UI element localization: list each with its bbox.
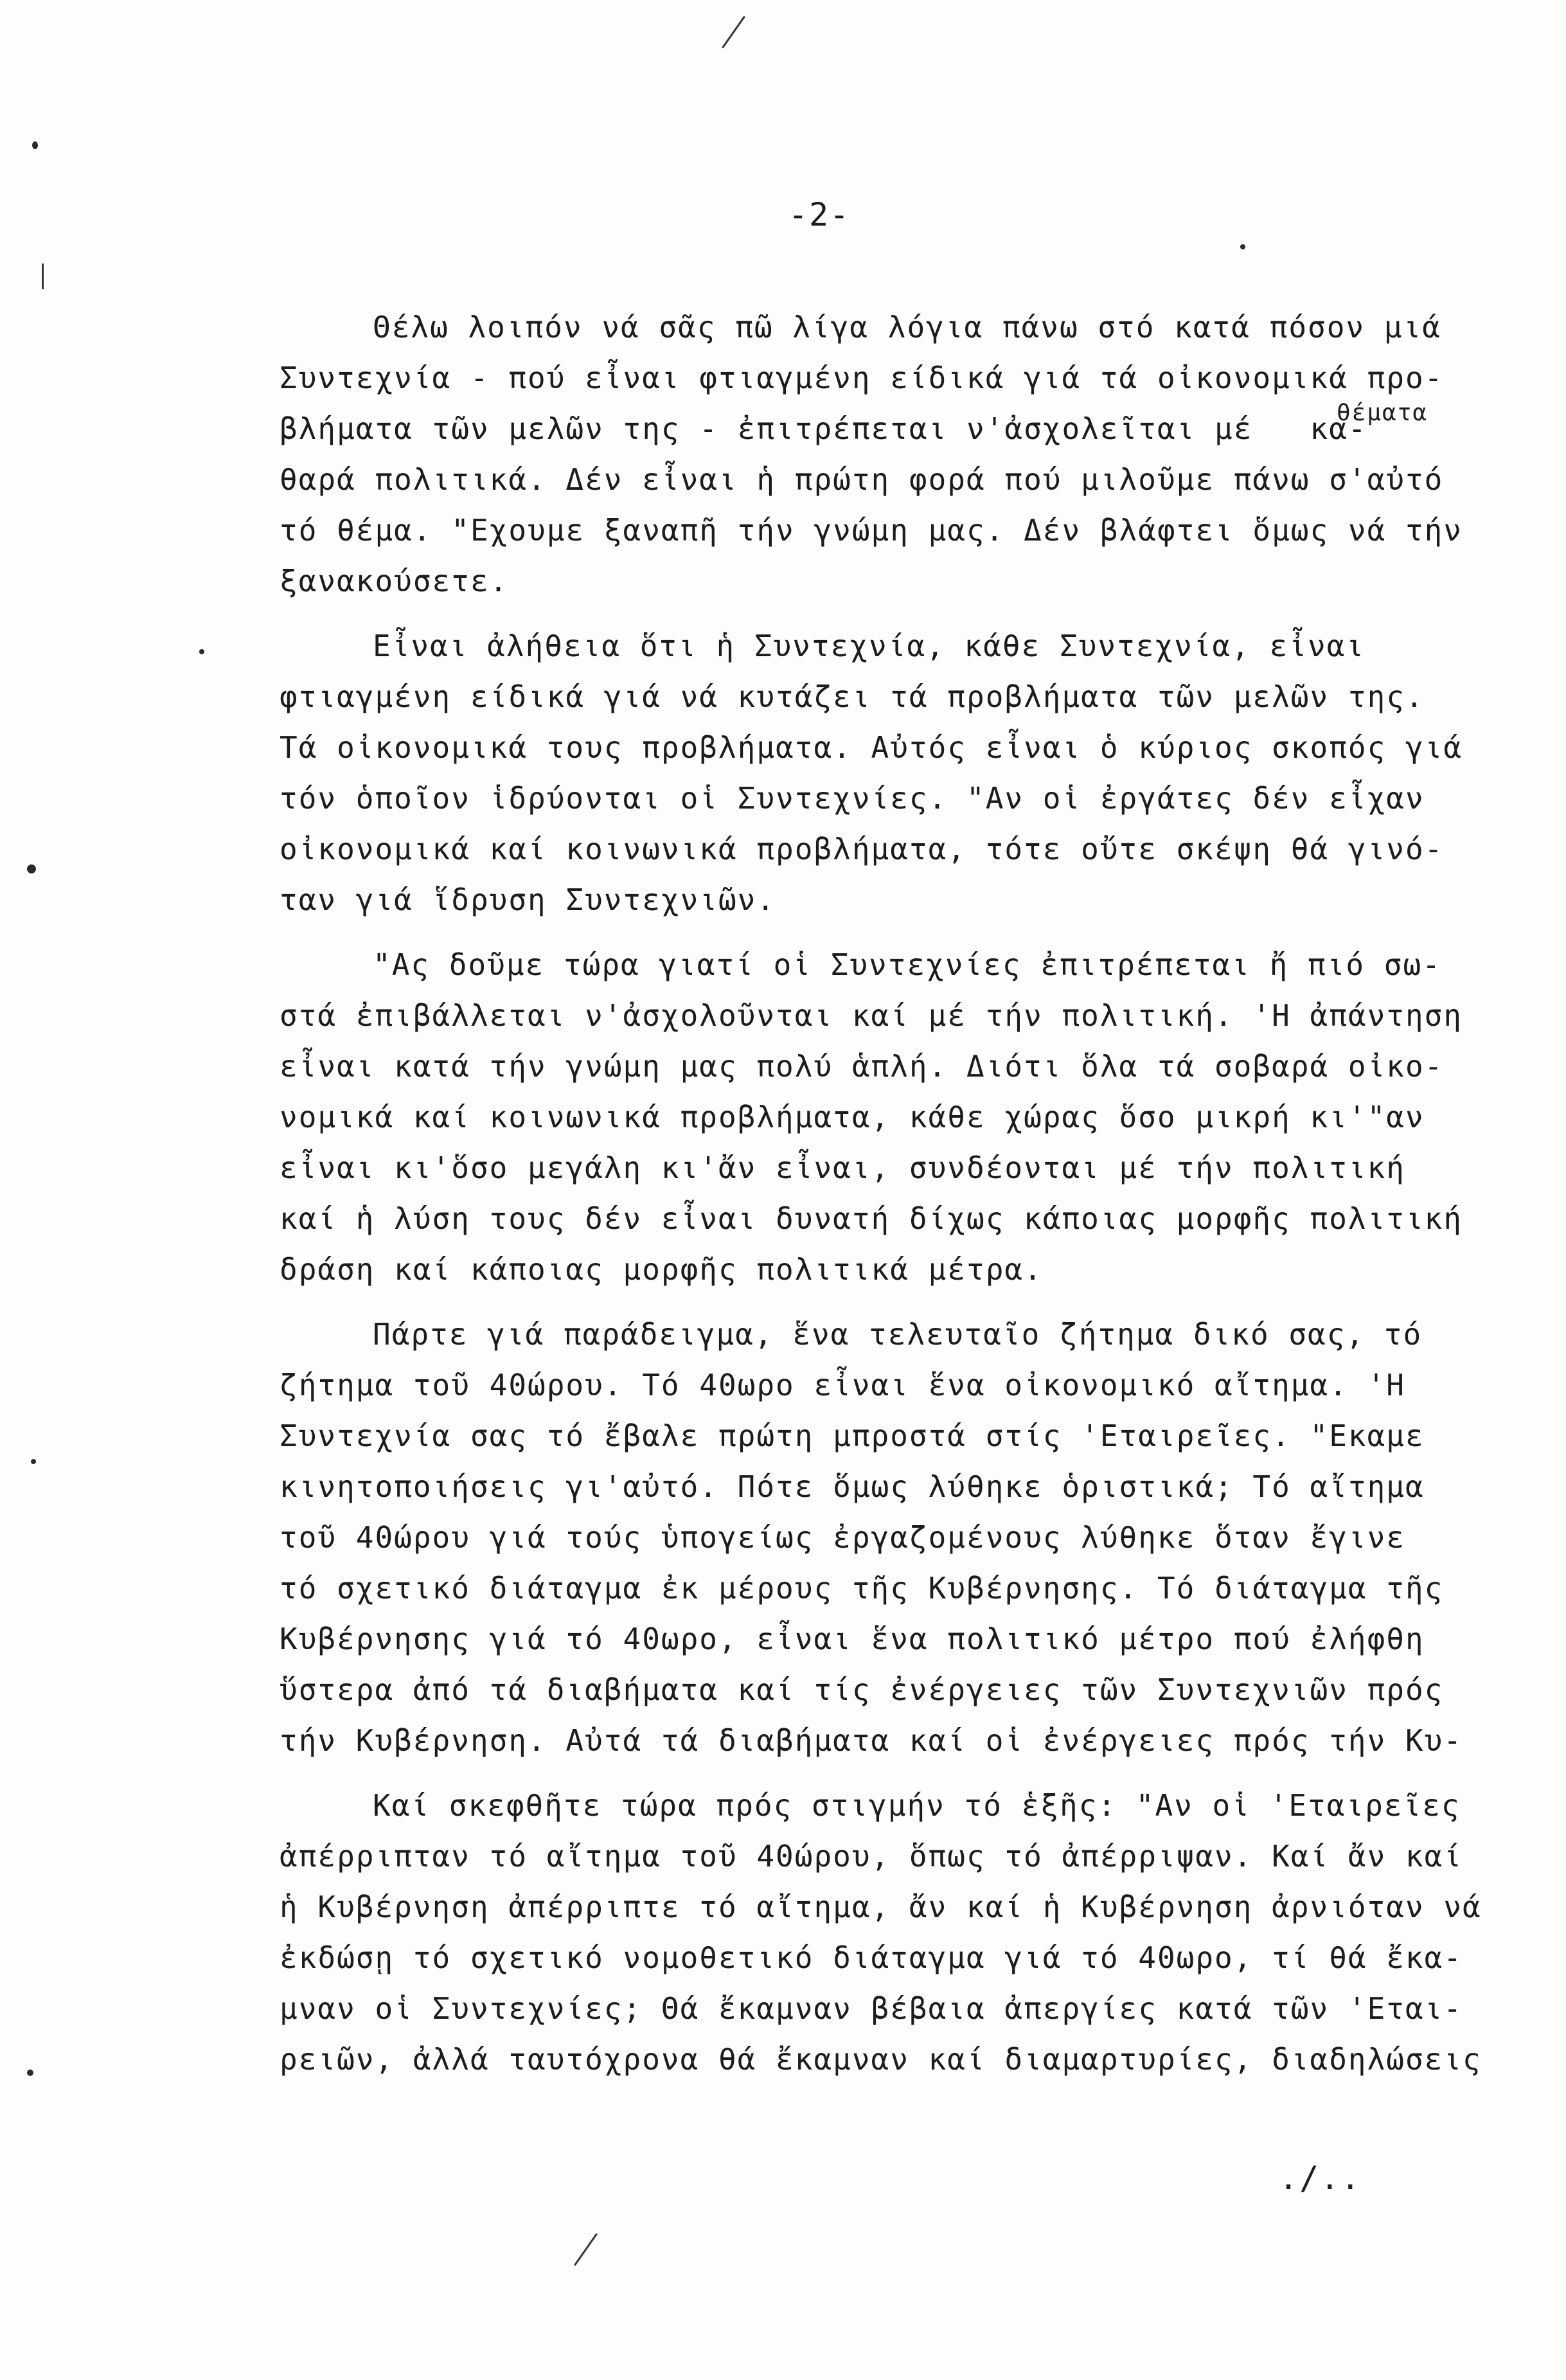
scan-speck	[1240, 244, 1245, 249]
typed-interline-insertion: θέματα	[1337, 400, 1428, 426]
scan-speck	[31, 1459, 36, 1464]
text-line: καί ἡ λύση τους δέν εἶναι δυνατή δίχως κάποιας μορφῆς πολιτική	[280, 1201, 1463, 1236]
text-line: ζήτημα τοῦ 40ώρου. Τό 40ωρο εἶναι ἕνα οἰκονομικό αἴτημα. 'Η	[280, 1368, 1405, 1402]
text-line: Τά οἰκονομικά τους προβλήματα. Αὐτός εἶναι ὁ κύριος σκοπός γιά	[280, 730, 1463, 765]
text-line: Θέλω λοιπόν νά σᾶς πῶ λίγα λόγια πάνω στό κατά πόσον μιά	[373, 310, 1441, 344]
text-line: ρειῶν, ἀλλά ταυτόχρονα θά ἔκαμναν καί διαμαρτυρίες, διαδηλώσεις	[280, 2042, 1482, 2077]
text-line: ταν γιά ἵδρυση Συντεχνιῶν.	[280, 882, 776, 917]
margin-pen-stroke	[722, 16, 745, 49]
text-line: κινητοποιήσεις γι'αὐτό. Πότε ὅμως λύθηκε ὁριστικά; Τό αἴτημα	[280, 1469, 1425, 1504]
scan-speck	[32, 141, 38, 149]
text-line: νομικά καί κοινωνικά προβλήματα, κάθε χώρας ὅσο μικρή κι'"αν	[280, 1100, 1425, 1134]
text-line: Συντεχνία σας τό ἔβαλε πρώτη μπροστά στίς 'Εταιρεῖες. "Εκαμε	[280, 1418, 1425, 1453]
scan-speck	[199, 649, 204, 654]
text-line: βλήματα τῶν μελῶν της - ἐπιτρέπεται ν'ἀσχολεῖται μέ κα-	[280, 411, 1367, 446]
text-line: τό θέμα. "Εχουμε ξαναπῆ τήν γνώμη μας. Δέν βλάφτει ὅμως νά τήν	[280, 513, 1463, 548]
document-body	[280, 302, 1500, 2099]
margin-pen-stroke	[42, 264, 44, 289]
text-line: τοῦ 40ώρου γιά τούς ὑπογείως ἐργαζομένους λύθηκε ὅταν ἔγινε	[280, 1520, 1405, 1555]
text-line: ἀπέρριπταν τό αἴτημα τοῦ 40ώρου, ὅπως τό ἀπέρριψαν. Καί ἄν καί	[280, 1839, 1463, 1874]
paragraph-4	[280, 1309, 1500, 1766]
paragraph-2	[280, 621, 1500, 926]
text-line: τήν Κυβέρνηση. Αὐτά τά διαβήματα καί οἱ ἐνέργειες πρός τήν Κυ-	[280, 1723, 1463, 1758]
paragraph-1	[280, 302, 1500, 607]
text-line: εἶναι κι'ὅσο μεγάλη κι'ἄν εἶναι, συνδέονται μέ τήν πολιτική	[280, 1150, 1405, 1185]
text-line: δράση καί κάποιας μορφῆς πολιτικά μέτρα.	[280, 1252, 1043, 1287]
paragraph-3	[280, 940, 1500, 1295]
text-line: τό σχετικό διάταγμα ἐκ μέρους τῆς Κυβέρνησης. Τό διάταγμα τῆς	[280, 1571, 1444, 1606]
text-line: ἡ Κυβέρνηση ἀπέρριπτε τό αἴτημα, ἄν καί ἡ Κυβέρνηση ἀρνιόταν νά	[280, 1890, 1482, 1924]
text-line: εἶναι κατά τήν γνώμη μας πολύ ἁπλή. Διότι ὅλα τά σοβαρά οἰκο-	[280, 1049, 1444, 1084]
text-line: Συντεχνία - πού εἶναι φτιαγμένη είδικά γιά τά οἰκονομικά προ-	[280, 361, 1444, 395]
text-line: ἐκδώσῃ τό σχετικό νομοθετικό διάταγμα γιά τό 40ωρο, τί θά ἔκα-	[280, 1940, 1463, 1975]
text-line: Πάρτε γιά παράδειγμα, ἕνα τελευταῖο ζήτημα δικό σας, τό	[373, 1317, 1423, 1352]
text-line: οἰκονομικά καί κοινωνικά προβλήματα, τότε οὔτε σκέψη θά γινό-	[280, 832, 1444, 866]
text-line: Εἶναι ἀλήθεια ὅτι ἡ Συντεχνία, κάθε Συντεχνία, εἶναι	[373, 629, 1366, 663]
text-line: ξανακούσετε.	[280, 564, 509, 598]
text-line: τόν ὁποῖον ἱδρύονται οἱ Συντεχνίες. "Αν οἱ ἐργάτες δέν εἶχαν	[280, 781, 1425, 816]
text-line: θαρά πολιτικά. Δέν εἶναι ἡ πρώτη φορά πού μιλοῦμε πάνω σ'αὐτό	[280, 462, 1444, 497]
text-line: Καί σκεφθῆτε τώρα πρός στιγμήν τό ἑξῆς: "Αν οἱ 'Εταιρεῖες	[373, 1788, 1461, 1823]
paragraph-5	[280, 1780, 1500, 2085]
scan-speck	[27, 2070, 33, 2076]
text-line: μναν οἱ Συντεχνίες; Θά ἔκαμναν βέβαια ἀπεργίες κατά τῶν 'Εται-	[280, 1991, 1463, 2026]
continuation-mark: ./..	[1279, 2160, 1362, 2197]
text-line: φτιαγμένη είδικά γιά νά κυτάζει τά προβλήματα τῶν μελῶν της.	[280, 679, 1425, 714]
scan-speck	[27, 864, 36, 873]
text-line: ὕστερα ἀπό τά διαβήματα καί τίς ἐνέργειες τῶν Συντεχνιῶν πρός	[280, 1672, 1444, 1707]
text-line: στά ἐπιβάλλεται ν'ἀσχολοῦνται καί μέ τήν πολιτική. 'Η ἀπάντηση	[280, 998, 1463, 1033]
page-number: -2-	[788, 196, 851, 233]
margin-pen-stroke	[574, 2233, 598, 2266]
text-line: Κυβέρνησης γιά τό 40ωρο, εἶναι ἕνα πολιτικό μέτρο πού ἐλήφθη	[280, 1622, 1425, 1656]
text-line: "Ας δοῦμε τώρα γιατί οἱ Συντεχνίες ἐπιτρέπεται ἤ πιό σω-	[373, 947, 1441, 982]
